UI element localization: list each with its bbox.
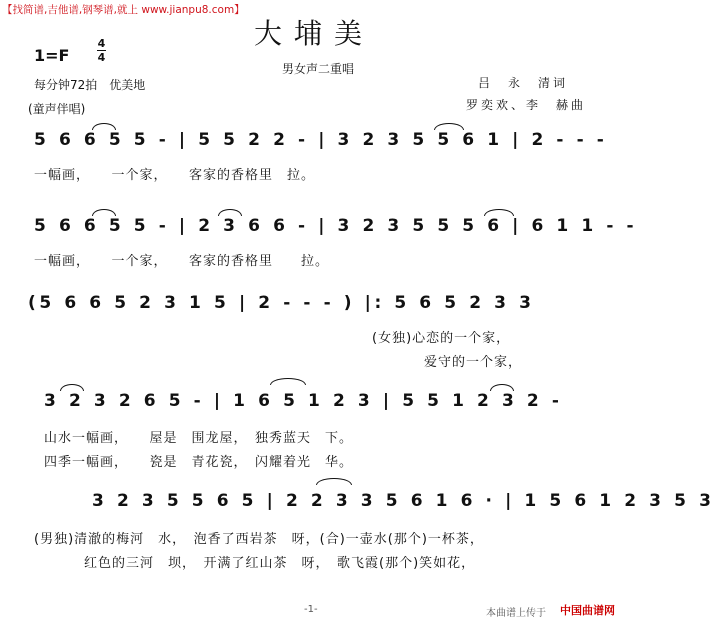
lyric-row-2: 一幅画， 一个家， 客家的香格里 拉。	[34, 254, 330, 269]
song-title: 大埔美	[254, 17, 375, 50]
time-bottom: 4	[97, 51, 106, 64]
accompaniment-note: (童声伴唱)	[28, 102, 86, 116]
notation-row-2: 5 6 6 5 5 - | 2 3 6 6 - | 3 2 3 5 5 5 6 | 6 1 1 - -	[34, 216, 638, 236]
upload-note: 本曲谱上传于	[486, 608, 546, 619]
time-top: 4	[97, 37, 106, 50]
lyric-row-5-verse-2: 红色的三河 坝， 开满了红山茶 呀， 歌飞霞(那个)笑如花，	[84, 556, 476, 571]
slur-mark	[218, 209, 242, 216]
lyric-row-5-verse-1: (男独)清澈的梅河 水， 泡香了西岩茶 呀，(合)一壶水(那个)一杯茶，	[34, 532, 484, 547]
slur-mark	[270, 378, 306, 385]
site-logo[interactable]: 中国曲谱网	[560, 604, 615, 617]
slur-mark	[484, 209, 514, 216]
slur-mark	[60, 384, 84, 391]
lyric-row-3-verse-2: 爱守的一个家，	[424, 355, 523, 370]
slur-mark	[316, 478, 352, 485]
notation-row-3: (5 6 6 5 2 3 1 5 | 2 - - - ) |: 5 6 5 2 3 3	[28, 293, 535, 313]
slur-mark	[434, 123, 464, 130]
notation-row-5: 3 2 3 5 5 6 5 | 2 2 3 3 5 6 1 6 · | 1 5 6 1 2 3 5 3	[92, 491, 715, 511]
site-banner[interactable]: 【找简谱,吉他谱,钢琴谱,就上 www.jianpu8.com】	[2, 4, 245, 16]
song-subtitle: 男女声二重唱	[282, 62, 355, 76]
slur-mark	[92, 123, 116, 130]
lyric-row-1: 一幅画， 一个家， 客家的香格里 拉。	[34, 168, 316, 183]
lyricist-credit: 吕 永 清词	[478, 76, 569, 90]
page-number: -1-	[304, 604, 318, 615]
notation-row-1: 5 6 6 5 5 - | 5 5 2 2 - | 3 2 3 5 5 6 1 | 2 - - -	[34, 130, 608, 150]
lyric-row-3-verse-1: (女独)心恋的一个家，	[372, 331, 511, 346]
tempo-marking: 每分钟72拍 优美地	[34, 78, 146, 92]
key-signature: 1=F	[34, 46, 70, 65]
slur-mark	[490, 384, 514, 391]
lyric-row-4-verse-1: 山水一幅画， 屋是 围龙屋， 独秀蓝天 下。	[44, 431, 354, 446]
time-signature	[97, 38, 106, 63]
notation-row-4: 3 2 3 2 6 5 - | 1 6 5 1 2 3 | 5 5 1 2 3 2 -	[44, 391, 563, 411]
slur-mark	[92, 209, 116, 216]
lyric-row-4-verse-2: 四季一幅画， 瓷是 青花瓷， 闪耀着光 华。	[44, 455, 354, 470]
composer-credit: 罗奕欢、李 赫曲	[466, 98, 587, 112]
